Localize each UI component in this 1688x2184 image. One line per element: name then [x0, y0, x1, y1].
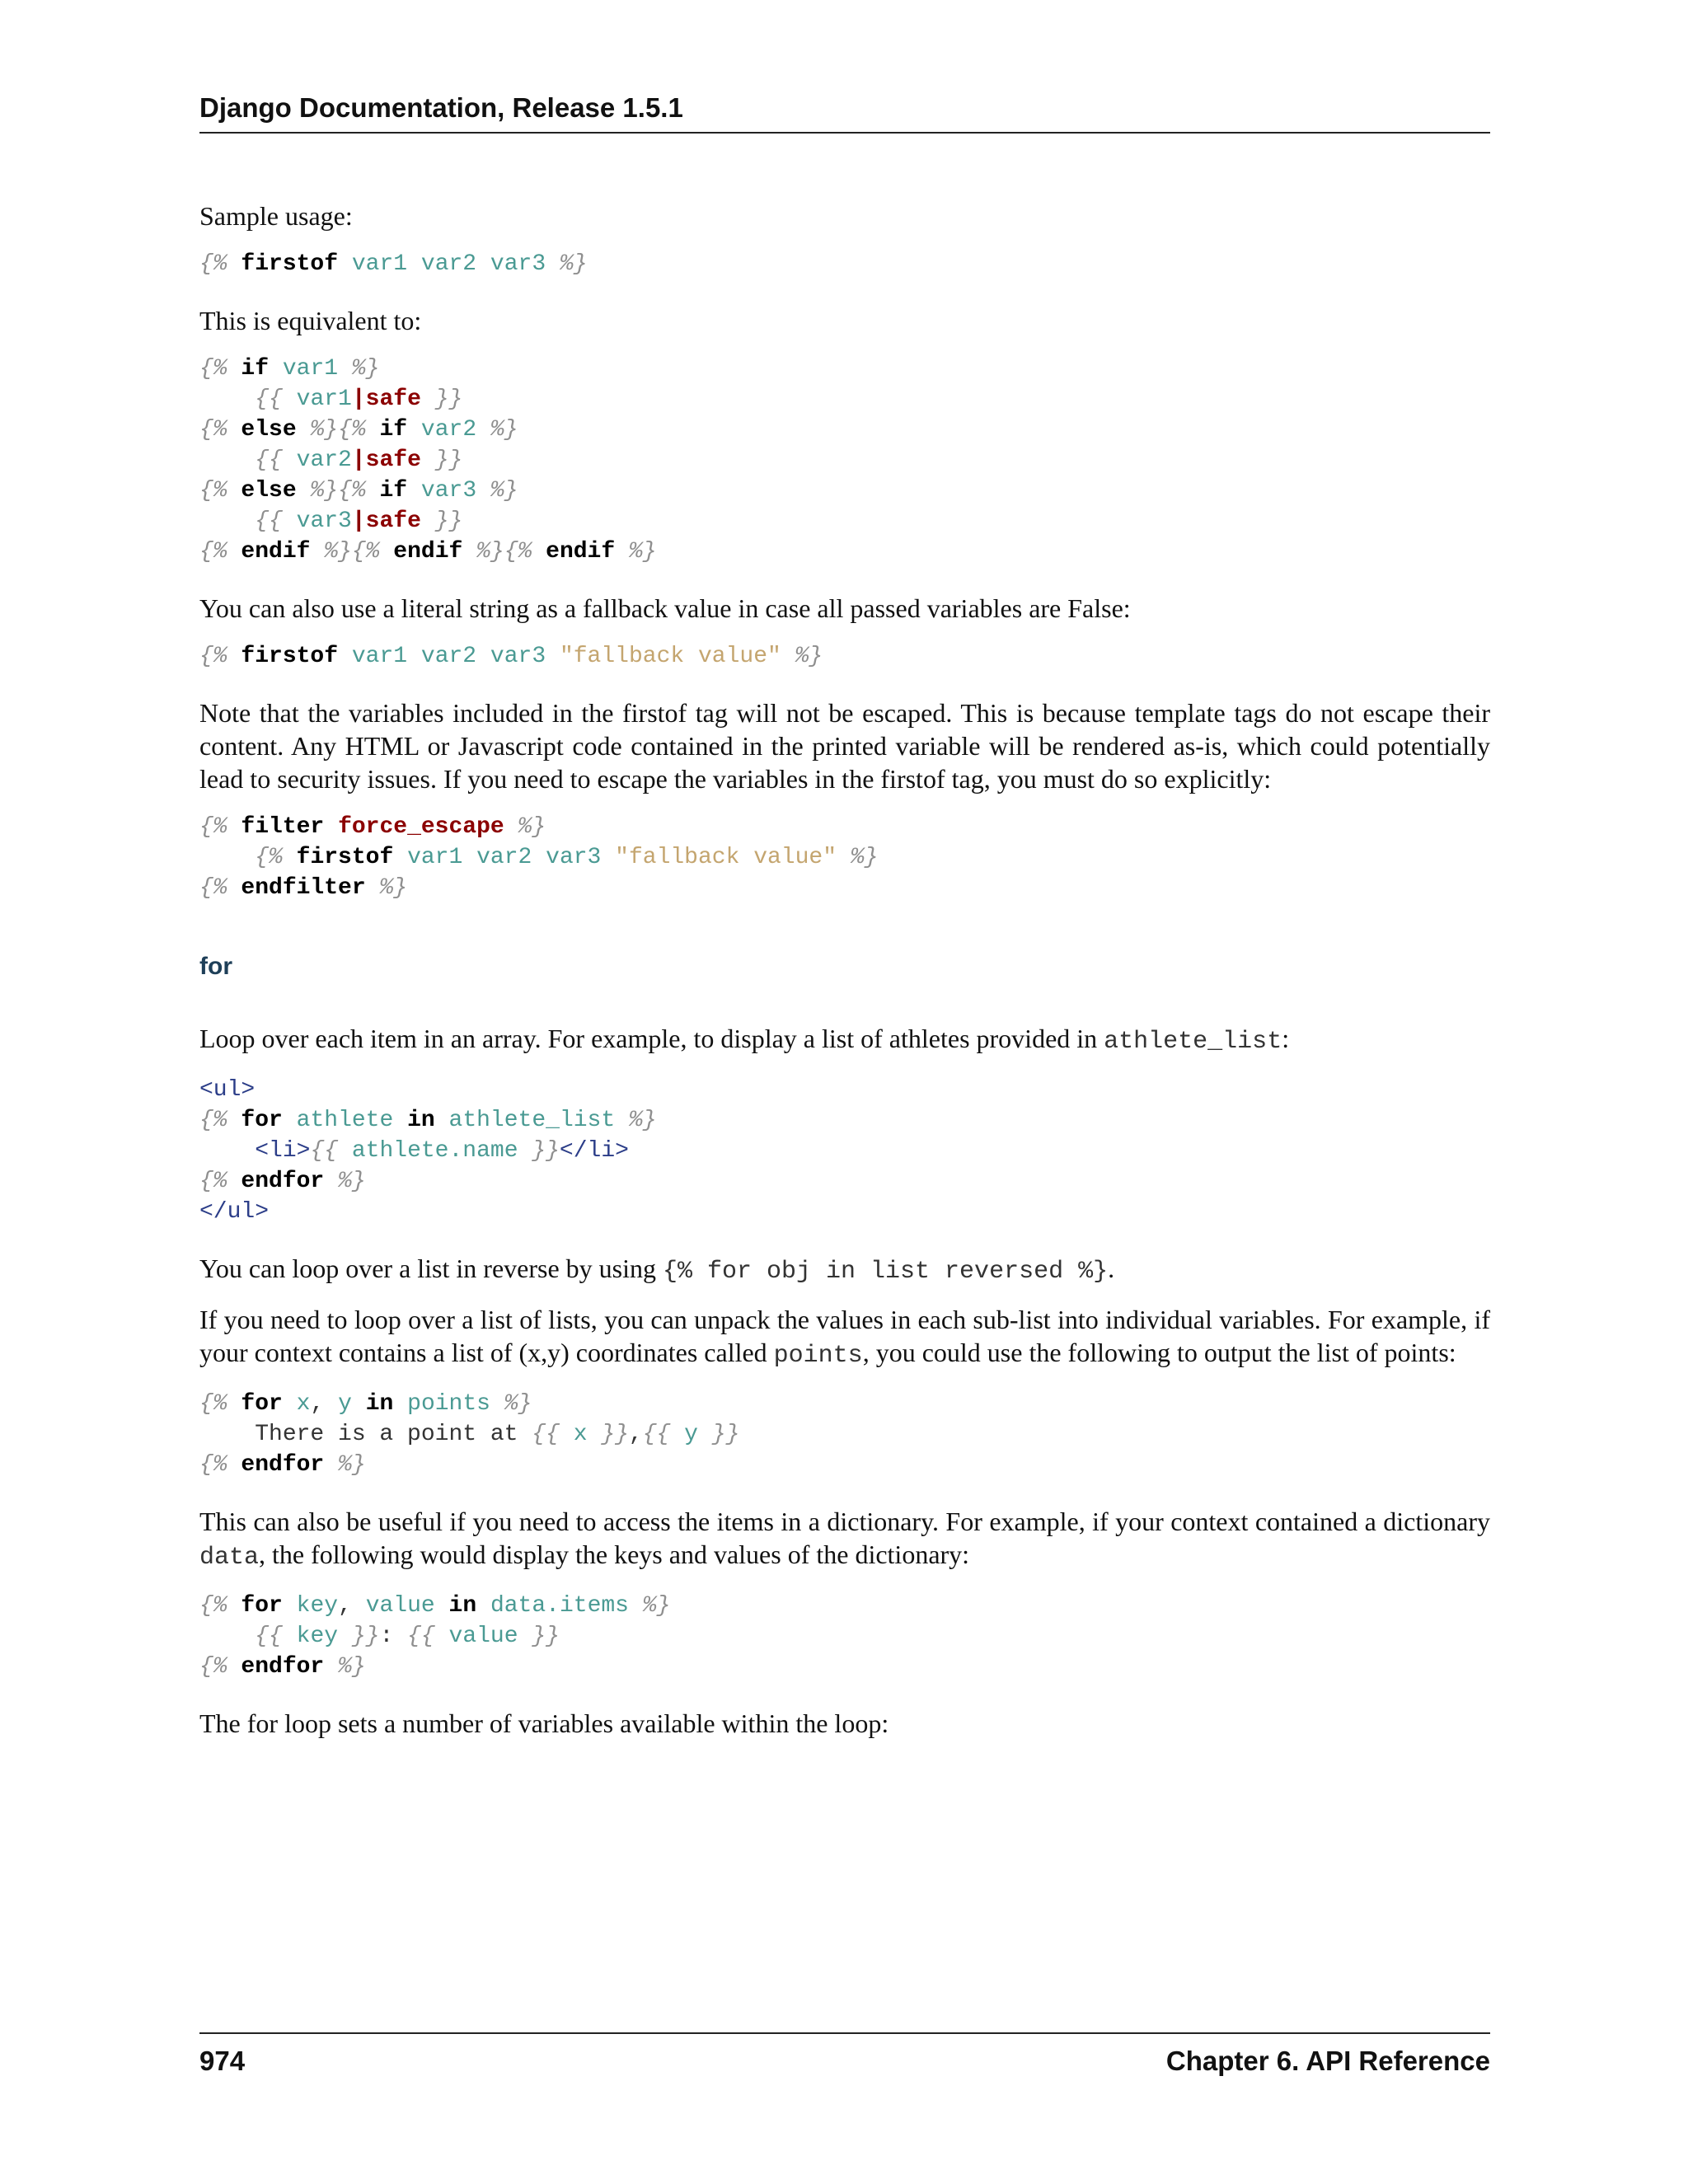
code-block-for-dict: {% for key, value in data.items %} {{ key }}: {{ value }} {% endfor %}: [199, 1593, 671, 1680]
code-block-firstof-basic: {% firstof var1 var2 var3 %}: [199, 251, 588, 277]
code-block-filter-escape: {% filter force_escape %} {% firstof var1 var2 var3 "fallback value" %} {% endfilter %}: [199, 814, 879, 901]
dict-code: data: [199, 1544, 260, 1572]
running-header: [199, 92, 1490, 134]
fallback-intro-text: You can also use a literal string as a fallback value in case all passed variables are False:: [199, 593, 1131, 623]
unpack-text: [199, 1303, 1490, 1372]
running-footer: [199, 2032, 1490, 2083]
unpack-text-1: If you need to loop over a list of lists, you can unpack the values in each sub-list into individual variables. For example, if your context contains a list of (x,y) coordinates called: [199, 1305, 1490, 1367]
loop-variables-text: The for loop sets a number of variables available within the loop:: [199, 1708, 889, 1738]
unpack-code: points: [773, 1342, 863, 1370]
page-number: 974: [199, 2046, 246, 2076]
reverse-text-main: You can loop over a list in reverse by using: [199, 1254, 663, 1283]
chapter-title: Chapter 6. API Reference: [1165, 2046, 1490, 2076]
dict-text-2: , the following would display the keys and values of the dictionary:: [259, 1540, 970, 1569]
code-block-for-list: <ul> {% for athlete in athlete_list %} <li>{{ athlete.name }}</li> {% endfor %} </ul>: [199, 1077, 657, 1225]
code-block-equivalent: {% if var1 %} {{ var1|safe }} {% else %}{% if var2 %} {{ var2|safe }} {% else %}{% if var3 %} {{ var3|safe }} {% endif %}{% endif %}{% endif %}: [199, 356, 657, 565]
dict-text-1: This can also be useful if you need to access the items in a dictionary. For example, if your context contained a dictionary: [199, 1507, 1490, 1536]
reverse-loop-text: [199, 1252, 1490, 1288]
escape-note-text: Note that the variables included in the firstof tag will not be escaped. This is because template tags do not escape their content. Any HTML or Javascript code contained in the printed variable will be rendered as-is, which could potentially lead to security issues. If you need to escape the variables in the firstof tag, you must do so explicitly:: [199, 698, 1490, 794]
document-title: Django Documentation, Release 1.5.1: [199, 92, 683, 123]
document-page: [199, 0, 1490, 2184]
dictionary-text: [199, 1505, 1490, 1574]
loop-intro-code: athlete_list: [1104, 1028, 1282, 1056]
page-content: [199, 199, 1490, 1740]
sample-usage-text: Sample usage:: [199, 201, 353, 231]
loop-intro-end: :: [1282, 1024, 1290, 1053]
unpack-text-2: , you could use the following to output the list of points:: [862, 1338, 1456, 1367]
code-block-for-points: {% for x, y in points %} There is a point at {{ x }},{{ y }} {% endfor %}: [199, 1391, 740, 1478]
loop-intro-text: [199, 1022, 1490, 1058]
equivalent-text: This is equivalent to:: [199, 306, 422, 335]
reverse-text-end: .: [1108, 1254, 1115, 1283]
section-heading-for: for: [199, 953, 232, 980]
code-block-firstof-fallback: {% firstof var1 var2 var3 "fallback value" %}: [199, 644, 823, 669]
reverse-code: {% for obj in list reversed %}: [663, 1258, 1109, 1286]
loop-intro-main: Loop over each item in an array. For example, to display a list of athletes provided in: [199, 1024, 1104, 1053]
